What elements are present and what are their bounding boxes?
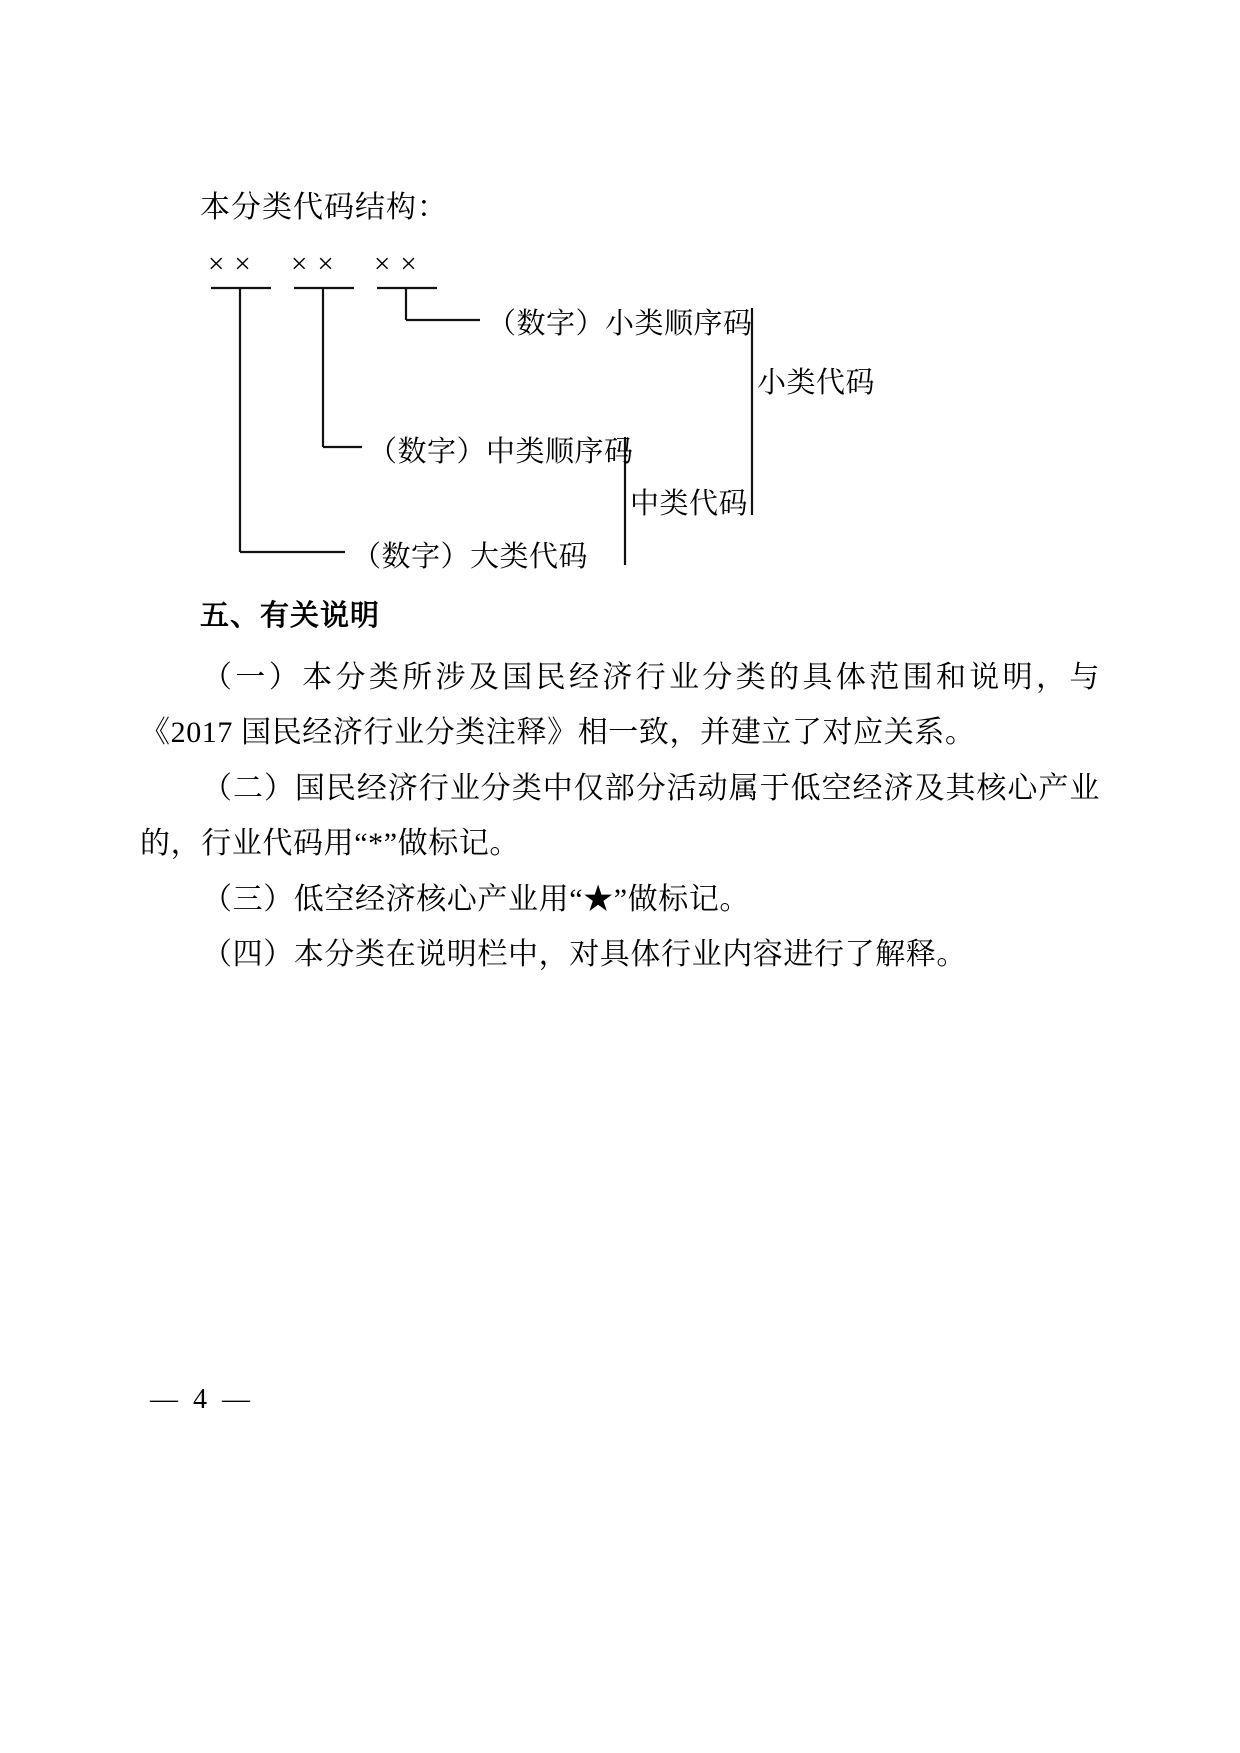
code-structure-intro-text: 本分类代码结构： [200,191,448,224]
code-group-major: ×× [208,248,261,280]
label-small-class-code: 小类代码 [757,367,876,399]
section-heading-explanations: 五、有关说明 [200,598,381,632]
paragraph-three: （三）低空经济核心产业用“★”做标记。 [202,883,751,916]
paragraph-four: （四）本分类在说明栏中，对具体行业内容进行了解释。 [202,938,967,971]
label-major-class-code: （数字）大类代码 [352,541,589,573]
label-middle-class-code: 中类代码 [630,488,749,520]
label-small-class-sequence-code: （数字）小类顺序码 [487,308,753,340]
page-number: — 4 — [150,1384,254,1415]
paragraph-one: （一）本分类所涉及国民经济行业分类的具体范围和说明，与《2017 国民经济行业分类注释》相一致，并建立了对应关系。 [140,661,1100,749]
paragraph-two: （二）国民经济行业分类中仅部分活动属于低空经济及其核心产业的，行业代码用“*”做标记。 [140,772,1100,860]
code-group-middle: ×× [291,248,344,280]
label-middle-class-sequence-code: （数字）中类顺序码 [368,436,634,468]
code-group-small: ×× [374,248,427,280]
